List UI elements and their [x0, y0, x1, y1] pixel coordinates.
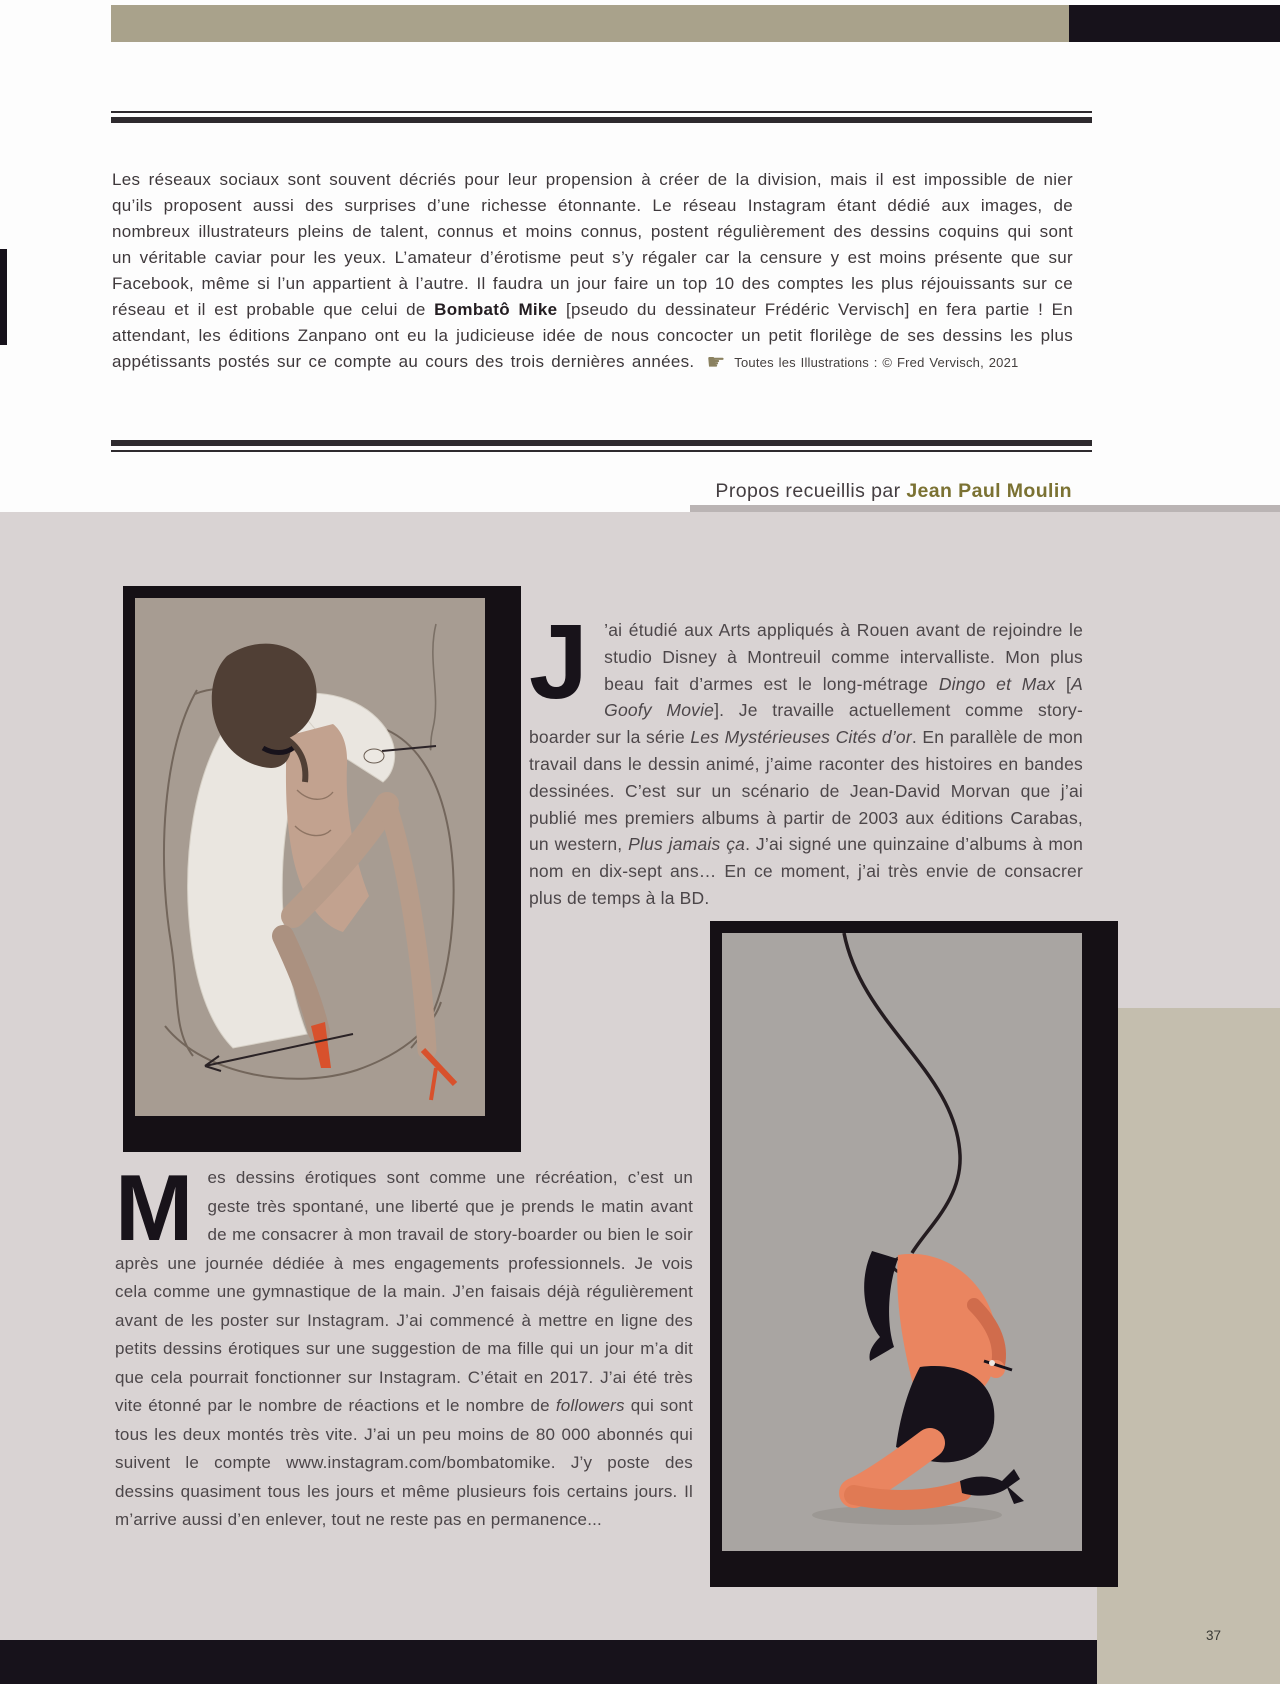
q1-title-1: Dingo et Max: [938, 673, 1056, 694]
q2-text-1: es dessins érotiques sont comme une récréation, c’est un geste très spontané, une liberté que je prends le matin avant de me consacrer à mon travail de story-boarder ou bien le soir après une journée dédiée à mes engagements professionnels. Je vois cela comme une gymnastique de la main. J’en faisais déjà régulièrement avant de les poster sur Instagram. J’ai commencé à mettre en ligne des petits dessins érotiques sur une suggestion de ma fille qui un jour m’a dit que cela pourrait fonctionner sur Instagram. C’était en 2017. J’ai été très vite étonné par le nombre de réactions et le nombre de: [115, 1168, 693, 1415]
divider-thin-line: [111, 111, 1092, 113]
illustration-frame-1: [123, 586, 521, 1152]
dropcap-j: J: [529, 603, 589, 721]
pointing-hand-icon: ☛: [706, 351, 726, 374]
divider-bottom: [111, 440, 1092, 452]
divider-thick-line: [111, 440, 1092, 446]
page-number: 37: [1206, 1628, 1222, 1643]
intro-artist-name: Bombatô Mike: [434, 300, 558, 319]
cup: [364, 749, 384, 763]
interview-paragraph-1: [529, 603, 1083, 912]
left-edge-mark: [0, 249, 7, 345]
illustration-frame-2: [710, 921, 1118, 1587]
q1-text-2: [: [1055, 673, 1072, 694]
bottom-bar: [0, 1640, 1097, 1684]
byline-prefix: Propos recueillis par: [715, 480, 907, 502]
byline-author: Jean Paul Moulin: [906, 480, 1072, 502]
divider-thin-line: [111, 450, 1092, 452]
q1-text-5: . J’ai signé une quinzaine d’albums à mon nom en dix-sept ans… En ce moment, j’ai très envie de consacrer plus de temps à la BD.: [529, 834, 1083, 908]
folded-shin: [854, 1491, 962, 1500]
dropcap-m: M: [115, 1155, 194, 1260]
intro-text-1: Les réseaux sociaux sont souvent décriés pour leur propension à créer de la division, mais il est impossible de nier qu’ils proposent aussi des surprises d’une richesse étonnante. Le réseau Instagram étant dédié aux images, de nombreux illustrateurs pleins de talent, connus et moins connus, postent régulièrement des dessins coquins qui sont un véritable caviar pour les yeux. L’amateur d’érotisme peut s’y régaler car la censure y est moins présente que sur Facebook, même si l’un appartient à l’autre. Il faudra un jour faire un top 10 des comptes les plus réjouissants sur ce réseau et il est probable que celui de: [112, 170, 1073, 319]
intro-paragraph: [112, 167, 1073, 376]
bracelet: [989, 1360, 995, 1366]
q2-text-2: qui sont tous les deux montés très vite. J’ai un peu moins de 80 000 abonnés qui suivent le compte www.instagram.com/bombatomike. J’y poste des dessins quasiment tous les jours et même plusieurs fois certains jours. Il m’arrive aussi d’en enlever, tout ne reste pas en permanence...: [115, 1396, 693, 1529]
seated-woman-illustration: [135, 598, 485, 1116]
divider-top: [111, 111, 1092, 123]
q1-title-2: A Goofy Movie: [604, 673, 1083, 721]
side-background: [1097, 1008, 1280, 1684]
divider-thick-line: [111, 117, 1092, 123]
illustration-credit: Toutes les Illustrations : © Fred Vervisch, 2021: [734, 355, 1019, 370]
intro-text-2: [pseudo du dessinateur Frédéric Vervisch] en fera partie ! En attendant, les éditions Zanpano ont eu la judicieuse idée de nous concocter un petit florilège de ses dessins les plus appétissants postés sur ce compte au cours des trois dernières années.: [112, 300, 1073, 371]
q1-text-3: ]. Je travaille actuellement comme story-boarder sur la série: [529, 700, 1083, 748]
q1-text-4: . En parallèle de mon travail dans le dessin animé, j’aime raconter des histoires en bandes dessinées. C’est sur un scénario de Jean-David Morvan que j’ai publié mes premiers albums à partir de 2003 aux éditions Carabas, un western,: [529, 727, 1083, 855]
interview-paragraph-2: [115, 1155, 693, 1535]
top-accent-bar: [111, 5, 1069, 42]
q2-italic-1: followers: [555, 1396, 625, 1415]
q1-title-3: Les Mystérieuses Cités d’or: [690, 727, 912, 748]
top-black-bar: [1069, 5, 1280, 42]
byline: [520, 480, 1072, 503]
kneeling-figure-illustration: [722, 933, 1082, 1551]
q1-title-4: Plus jamais ça: [628, 834, 746, 855]
q1-text-1: ’ai étudié aux Arts appliqués à Rouen avant de rejoindre le studio Disney à Montreuil comme intervalliste. Mon plus beau fait d’armes est le long-métrage: [604, 620, 1083, 694]
